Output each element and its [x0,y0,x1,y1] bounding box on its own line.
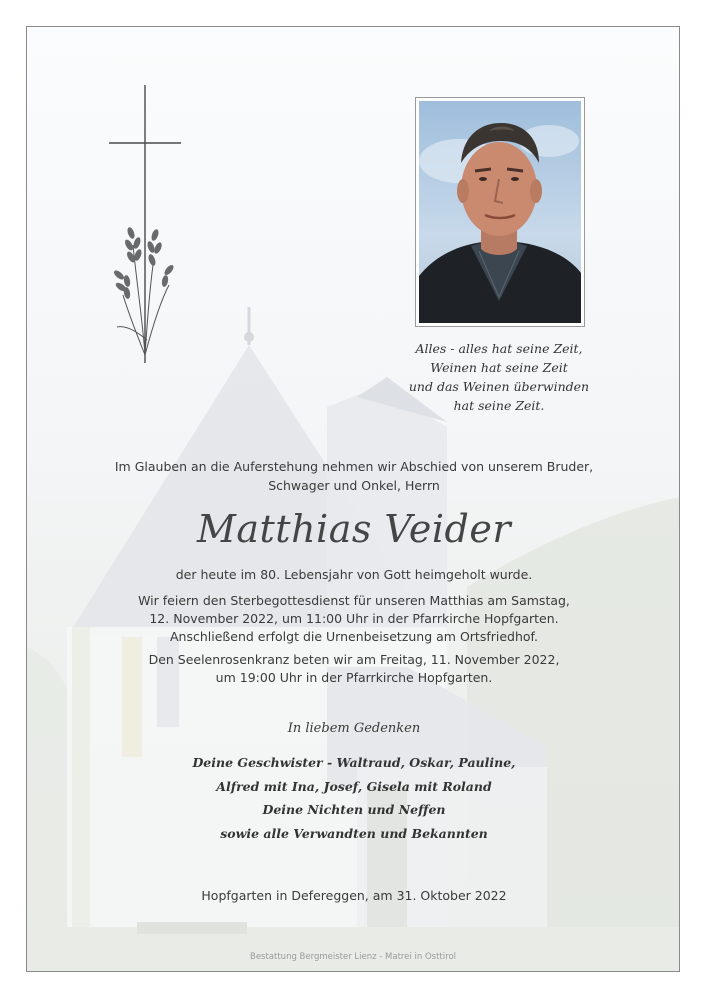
intro-line: Schwager und Onkel, Herrn [268,478,440,493]
cross-with-wheat-icon [107,85,187,365]
intro-line: Im Glauben an die Auferstehung nehmen wir Abschied von unserem Bruder, [114,459,594,474]
quote-line: und das Weinen überwinden [408,379,590,394]
quote-line: Alles - alles hat seine Zeit, [415,341,583,356]
quote-line: hat seine Zeit. [453,398,545,413]
service-line: 12. November 2022, um 11:00 Uhr in der Pfarrkirche Hopfgarten. [149,611,559,626]
family-line: Deine Nichten und Neffen [262,802,446,817]
rosary-text [27,651,680,687]
portrait-photo-frame [415,97,585,327]
rosary-line: um 19:00 Uhr in der Pfarrkirche Hopfgarten. [215,670,493,685]
family-mourners [27,751,680,845]
memory-heading: In liebem Gedenken [287,721,421,736]
family-line: Alfred mit Ina, Josef, Gisela mit Roland [216,778,492,794]
rosary-line: Den Seelenrosenkranz beten wir am Freitag, 11. November 2022, [148,652,560,667]
obituary-card [26,26,680,972]
service-line: Anschließend erfolgt die Urnenbeisetzung am Ortsfriedhof. [169,629,539,644]
family-line: Deine Geschwister - Waltraud, Oskar, Pauline, [192,755,516,770]
portrait-photo [419,101,581,323]
undertaker-footer: Bestattung Bergmeister Lienz - Matrei in Osttirol [249,952,457,962]
quote-verse [399,339,599,415]
family-line: sowie alle Verwandten und Bekannten [220,825,488,841]
service-line: Wir feiern den Sterbegottesdienst für unseren Matthias am Samstag, [138,593,570,608]
funeral-service-text [27,592,680,646]
place-and-date: Hopfgarten in Defereggen, am 31. Oktober 2022 [201,888,507,903]
deceased-name: Matthias Veider [196,507,512,551]
intro-text [27,457,680,495]
age-line: der heute im 80. Lebensjahr von Gott heimgeholt wurde. [175,567,533,582]
quote-line: Weinen hat seine Zeit [430,360,568,375]
